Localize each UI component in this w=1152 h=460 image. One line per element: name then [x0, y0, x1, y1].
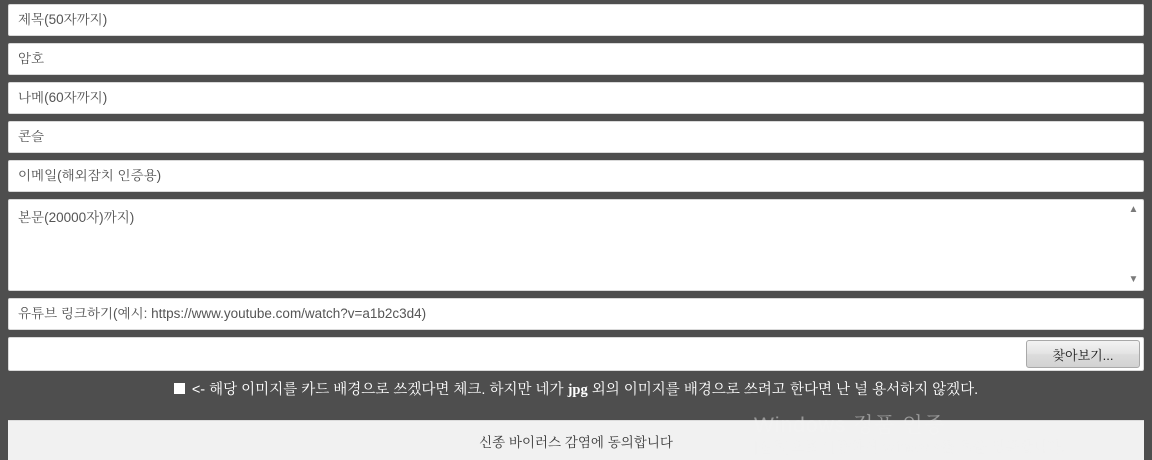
nickname-input-placeholder: 나메(60자까지): [18, 91, 108, 105]
agree-button-label: 신종 바이러스 감염에 동의합니다: [479, 434, 673, 450]
background-image-checkbox-row[interactable]: [8, 375, 1144, 401]
chevron-up-icon[interactable]: ▲: [1128, 204, 1139, 215]
password-input-placeholder: 암호: [18, 52, 45, 66]
console-input[interactable]: [8, 121, 1144, 153]
chevron-down-icon[interactable]: ▼: [1128, 274, 1139, 285]
youtube-link-input[interactable]: [8, 298, 1144, 330]
checkbox-label-mono: jpg: [567, 381, 588, 398]
title-input[interactable]: [8, 4, 1144, 36]
email-input[interactable]: [8, 160, 1144, 192]
checkbox-label-start: <- 해당 이미지를 카드 배경으로 쓰겠다면 체크. 하지만 네가: [191, 381, 568, 398]
body-textarea[interactable]: [8, 199, 1144, 291]
background-image-checkbox[interactable]: [174, 383, 185, 394]
watermark-title: Windows 정품 인증: [754, 414, 946, 437]
agree-button[interactable]: [8, 420, 1144, 460]
watermark-subtitle: [설정]으로 이동하여 Windows를 정품 인증합니다.: [754, 440, 1066, 456]
password-input[interactable]: [8, 43, 1144, 75]
title-input-placeholder: 제목(50자까지): [18, 13, 108, 27]
body-textarea-placeholder: 본문(20000자)까지): [18, 210, 135, 225]
youtube-link-placeholder: 유튜브 링크하기(예시: https://www.youtube.com/watch?v=a1b2c3d4): [18, 307, 427, 321]
email-input-placeholder: 이메일(해외잠치 인증용): [18, 169, 162, 183]
console-input-placeholder: 콘슬: [18, 130, 45, 144]
browse-button[interactable]: 찾아보기...: [1026, 340, 1140, 368]
file-upload-row[interactable]: [8, 337, 1144, 371]
nickname-input[interactable]: [8, 82, 1144, 114]
checkbox-label-end: 외의 이미지를 배경으로 쓰려고 한다면 난 널 용서하지 않겠다.: [587, 381, 979, 398]
body-textarea-scrollbar[interactable]: [1125, 201, 1142, 289]
background-image-checkbox-label: [192, 378, 978, 399]
